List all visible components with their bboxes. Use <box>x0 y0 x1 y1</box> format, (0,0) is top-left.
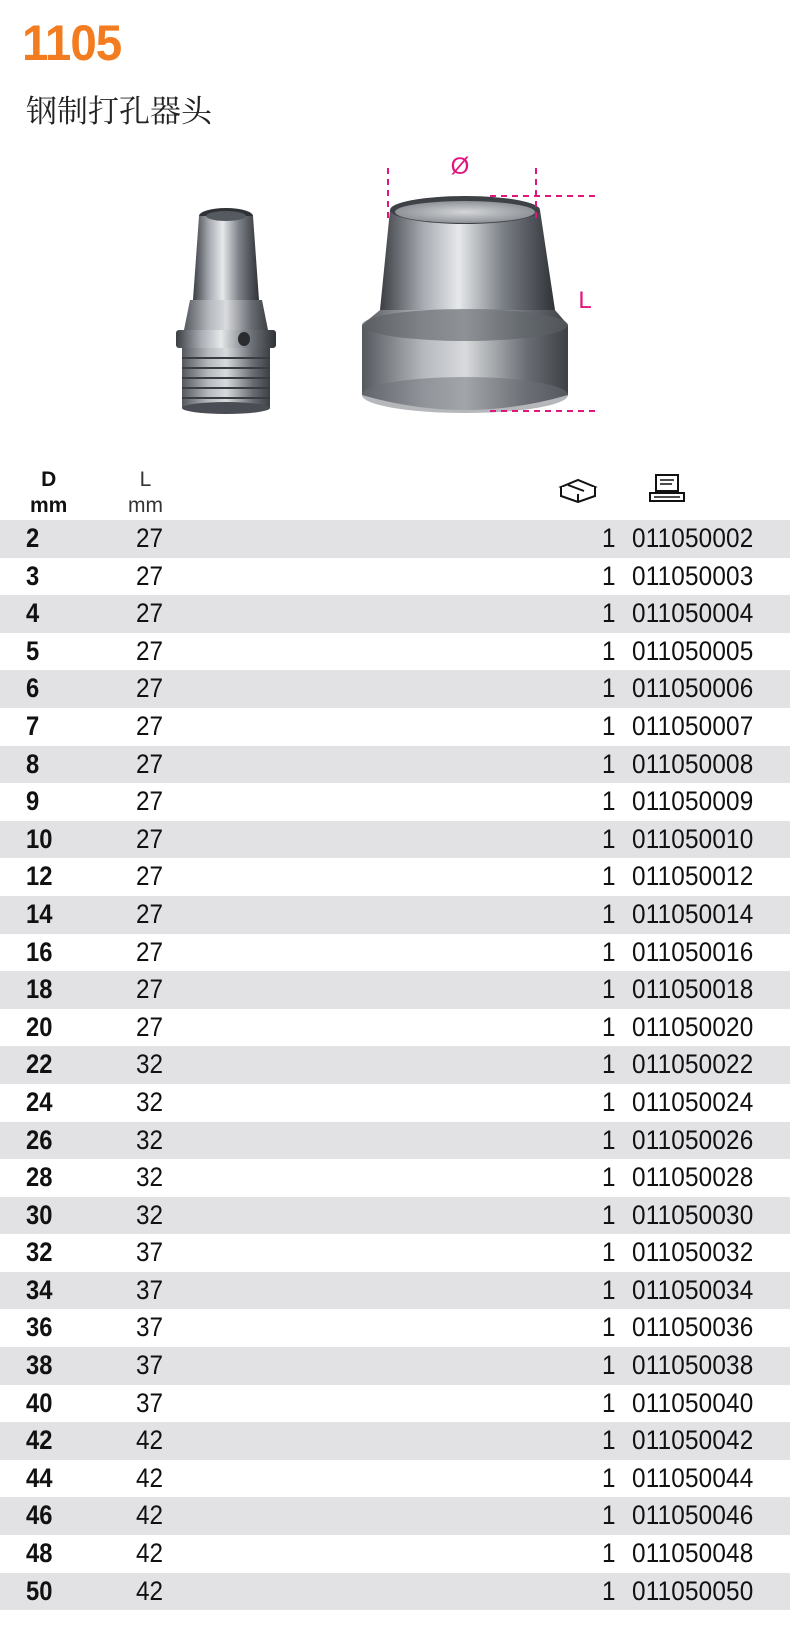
cell-length: 42 <box>136 1575 164 1606</box>
column-header-l-title: L <box>139 468 152 491</box>
cell-diameter: 36 <box>26 1312 53 1343</box>
cell-item-code: 011050004 <box>632 598 754 629</box>
cell-diameter: 38 <box>26 1350 53 1381</box>
cell-length: 27 <box>136 710 164 741</box>
cell-quantity: 1 <box>602 635 616 666</box>
cell-quantity: 1 <box>602 1350 616 1381</box>
cell-diameter: 16 <box>26 936 53 967</box>
cell-quantity: 1 <box>602 1011 616 1042</box>
product-figure <box>160 140 630 440</box>
large-punch-image <box>362 196 568 413</box>
cell-item-code: 011050044 <box>632 1462 754 1493</box>
cell-quantity: 1 <box>602 673 616 704</box>
table-row <box>0 1084 790 1122</box>
table-row <box>0 896 790 934</box>
cell-length: 27 <box>136 748 164 779</box>
cell-length: 27 <box>136 598 164 629</box>
cell-diameter: 12 <box>26 861 53 892</box>
table-row <box>0 1197 790 1235</box>
cell-quantity: 1 <box>602 598 616 629</box>
table-row <box>0 520 790 558</box>
cell-length: 32 <box>136 1199 164 1230</box>
cell-quantity: 1 <box>602 1124 616 1155</box>
cell-length: 27 <box>136 560 164 591</box>
computer-terminal-icon <box>648 473 686 503</box>
cell-item-code: 011050006 <box>632 673 754 704</box>
cell-quantity: 1 <box>602 1462 616 1493</box>
table-row <box>0 746 790 784</box>
cell-diameter: 34 <box>26 1274 53 1305</box>
table-row <box>0 1385 790 1423</box>
small-punch-image <box>176 208 276 414</box>
table-row <box>0 633 790 671</box>
cell-length: 27 <box>136 861 164 892</box>
cell-length: 42 <box>136 1425 164 1456</box>
table-row <box>0 1309 790 1347</box>
cell-length: 32 <box>136 1086 164 1117</box>
cell-quantity: 1 <box>602 823 616 854</box>
cell-item-code: 011050020 <box>632 1011 754 1042</box>
cell-item-code: 011050046 <box>632 1500 754 1531</box>
table-row <box>0 1122 790 1160</box>
cell-item-code: 011050028 <box>632 1162 754 1193</box>
column-header-l-unit: mm <box>128 494 163 517</box>
table-row <box>0 971 790 1009</box>
cell-length: 27 <box>136 673 164 704</box>
cell-quantity: 1 <box>602 560 616 591</box>
cell-item-code: 011050030 <box>632 1199 754 1230</box>
cell-length: 27 <box>136 786 164 817</box>
cell-length: 27 <box>136 635 164 666</box>
table-row <box>0 1347 790 1385</box>
cell-diameter: 5 <box>26 635 40 666</box>
cell-item-code: 011050018 <box>632 974 754 1005</box>
cell-diameter: 48 <box>26 1538 53 1569</box>
cell-diameter: 14 <box>26 898 53 929</box>
table-row <box>0 1535 790 1573</box>
cell-item-code: 011050036 <box>632 1312 754 1343</box>
cell-item-code: 011050009 <box>632 786 754 817</box>
cell-diameter: 46 <box>26 1500 53 1531</box>
cell-quantity: 1 <box>602 1049 616 1080</box>
cell-item-code: 011050024 <box>632 1086 754 1117</box>
table-row <box>0 1460 790 1498</box>
cell-quantity: 1 <box>602 898 616 929</box>
cell-length: 37 <box>136 1312 164 1343</box>
cell-quantity: 1 <box>602 1538 616 1569</box>
cell-quantity: 1 <box>602 523 616 553</box>
cell-quantity: 1 <box>602 1387 616 1418</box>
cell-quantity: 1 <box>602 861 616 892</box>
table-row <box>0 1046 790 1084</box>
cell-quantity: 1 <box>602 1312 616 1343</box>
table-row <box>0 934 790 972</box>
cell-item-code: 011050012 <box>632 861 754 892</box>
table-row <box>0 1497 790 1535</box>
column-header-d-unit: mm <box>30 494 68 517</box>
column-header-d <box>30 467 67 519</box>
cell-item-code: 011050048 <box>632 1538 754 1569</box>
cell-quantity: 1 <box>602 1162 616 1193</box>
cell-item-code: 011050005 <box>632 635 754 666</box>
table-row <box>0 783 790 821</box>
cell-length: 37 <box>136 1387 164 1418</box>
specs-table <box>0 520 790 1610</box>
table-row <box>0 670 790 708</box>
cell-length: 37 <box>136 1274 164 1305</box>
cell-item-code: 011050008 <box>632 748 754 779</box>
cell-quantity: 1 <box>602 1425 616 1456</box>
cell-quantity: 1 <box>602 786 616 817</box>
table-row <box>0 595 790 633</box>
diameter-label: Ø <box>450 153 470 180</box>
product-title: 钢制打孔器头 <box>26 94 212 130</box>
cell-diameter: 3 <box>26 560 40 591</box>
length-label: L <box>578 287 592 314</box>
cell-item-code: 011050034 <box>632 1274 754 1305</box>
cell-item-code: 011050040 <box>632 1387 754 1418</box>
cell-item-code: 011050050 <box>632 1575 754 1606</box>
cell-quantity: 1 <box>602 1500 616 1531</box>
cell-diameter: 26 <box>26 1124 53 1155</box>
cell-diameter: 2 <box>26 523 40 553</box>
cell-length: 37 <box>136 1350 164 1381</box>
table-row <box>0 821 790 859</box>
cell-length: 42 <box>136 1538 164 1569</box>
cell-diameter: 42 <box>26 1425 53 1456</box>
table-row <box>0 1234 790 1272</box>
cell-diameter: 50 <box>26 1575 53 1606</box>
cell-item-code: 011050026 <box>632 1124 754 1155</box>
cell-item-code: 011050038 <box>632 1350 754 1381</box>
cell-diameter: 32 <box>26 1237 53 1268</box>
product-code: 1105 <box>22 15 122 71</box>
cell-diameter: 28 <box>26 1162 53 1193</box>
cell-length: 37 <box>136 1237 164 1268</box>
cell-diameter: 44 <box>26 1462 53 1493</box>
cell-length: 27 <box>136 898 164 929</box>
table-row <box>0 1159 790 1197</box>
cell-length: 27 <box>136 823 164 854</box>
column-header-d-title: D <box>41 468 57 491</box>
cell-length: 32 <box>136 1124 164 1155</box>
cell-diameter: 8 <box>26 748 40 779</box>
cell-diameter: 18 <box>26 974 53 1005</box>
cell-diameter: 22 <box>26 1049 53 1080</box>
cell-length: 42 <box>136 1462 164 1493</box>
cell-length: 32 <box>136 1162 164 1193</box>
table-row <box>0 1272 790 1310</box>
package-box-icon <box>558 477 598 503</box>
cell-quantity: 1 <box>602 1575 616 1606</box>
cell-quantity: 1 <box>602 1274 616 1305</box>
cell-item-code: 011050014 <box>632 898 754 929</box>
cell-length: 27 <box>136 523 164 553</box>
cell-diameter: 6 <box>26 673 40 704</box>
cell-length: 27 <box>136 1011 164 1042</box>
table-row <box>0 1573 790 1611</box>
table-row <box>0 708 790 746</box>
cell-quantity: 1 <box>602 1237 616 1268</box>
cell-item-code: 011050042 <box>632 1425 754 1456</box>
cell-diameter: 20 <box>26 1011 53 1042</box>
table-row <box>0 858 790 896</box>
cell-length: 42 <box>136 1500 164 1531</box>
cell-diameter: 4 <box>26 598 40 629</box>
cell-item-code: 011050010 <box>632 823 754 854</box>
cell-diameter: 24 <box>26 1086 53 1117</box>
cell-item-code: 011050002 <box>632 523 754 553</box>
cell-quantity: 1 <box>602 748 616 779</box>
cell-diameter: 9 <box>26 786 40 817</box>
cell-length: 32 <box>136 1049 164 1080</box>
cell-item-code: 011050022 <box>632 1049 754 1080</box>
cell-diameter: 7 <box>26 710 40 741</box>
cell-quantity: 1 <box>602 936 616 967</box>
table-row <box>0 1009 790 1047</box>
cell-length: 27 <box>136 936 164 967</box>
column-header-l <box>128 467 163 519</box>
cell-quantity: 1 <box>602 1086 616 1117</box>
cell-item-code: 011050032 <box>632 1237 754 1268</box>
table-row <box>0 558 790 596</box>
cell-quantity: 1 <box>602 710 616 741</box>
cell-item-code: 011050003 <box>632 560 754 591</box>
cell-quantity: 1 <box>602 1199 616 1230</box>
cell-item-code: 011050007 <box>632 710 754 741</box>
cell-diameter: 10 <box>26 823 53 854</box>
cell-length: 27 <box>136 974 164 1005</box>
cell-item-code: 011050016 <box>632 936 754 967</box>
cell-diameter: 30 <box>26 1199 53 1230</box>
cell-diameter: 40 <box>26 1387 53 1418</box>
cell-quantity: 1 <box>602 974 616 1005</box>
table-row <box>0 1422 790 1460</box>
